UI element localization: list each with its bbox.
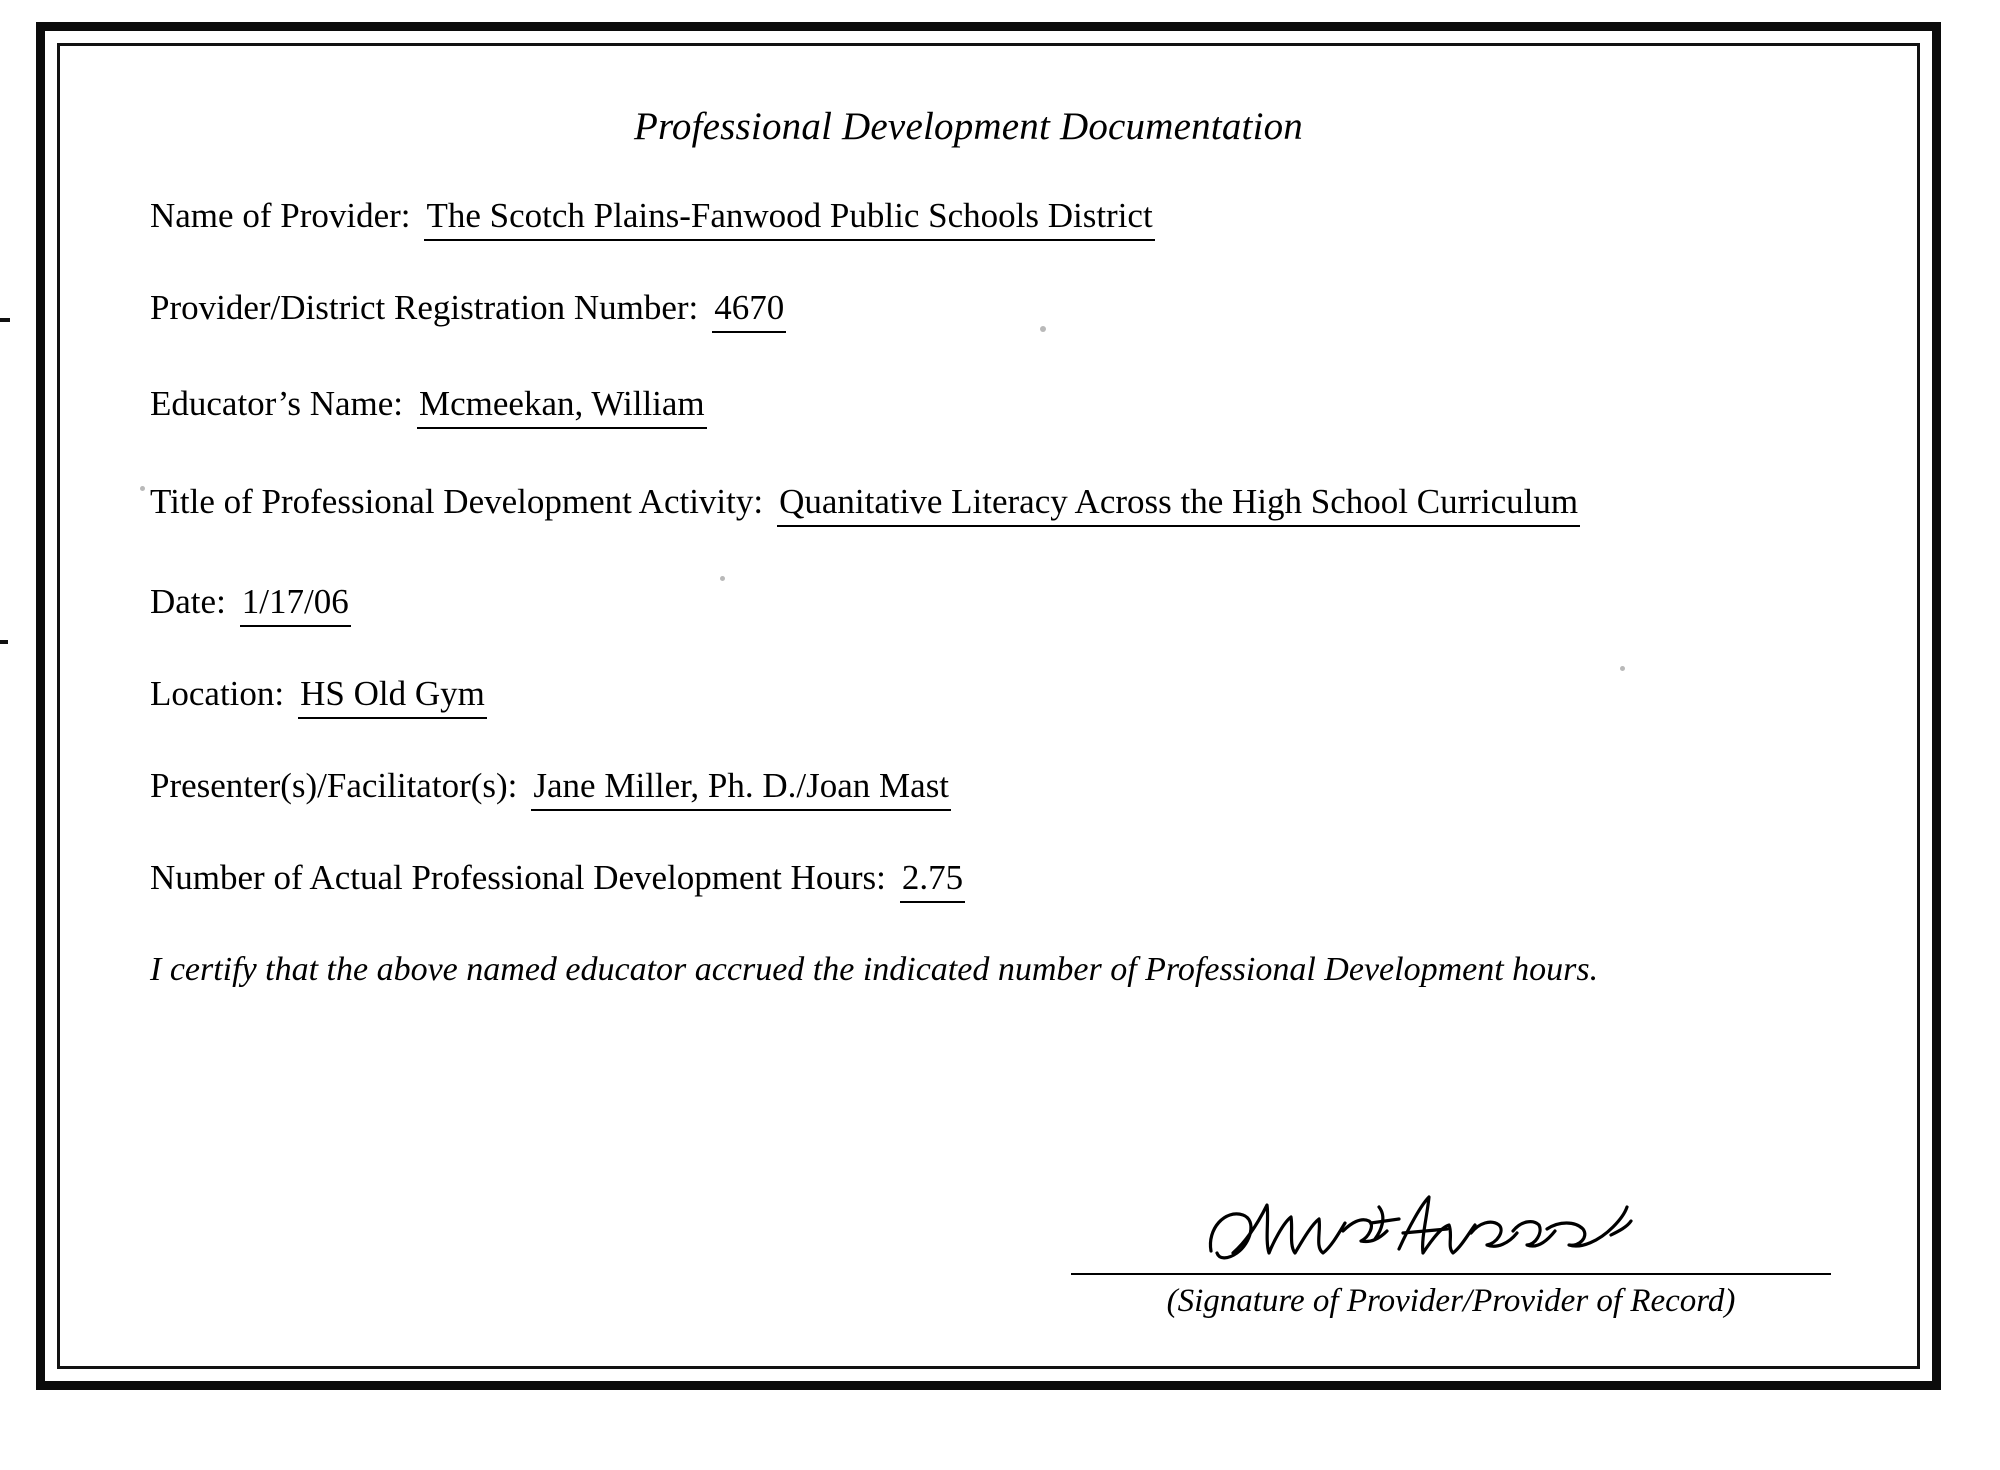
field-name-of-provider (150, 195, 1857, 241)
scan-speck (1620, 666, 1625, 671)
field-value-educator-name: Mcmeekan, William (417, 383, 707, 429)
field-label: Name of Provider: (150, 196, 411, 235)
field-label: Provider/District Registration Number: (150, 288, 699, 327)
field-presenters (150, 765, 1857, 811)
certification-statement: I certify that the above named educator accrued the indicated number of Professional Development hours. (150, 951, 1599, 988)
field-educator-name (150, 383, 1857, 429)
signature-block (1071, 1187, 1831, 1320)
field-label: Location: (150, 674, 285, 713)
scan-speck (140, 486, 145, 491)
field-registration-number (150, 287, 1857, 333)
field-value-provider-name: The Scotch Plains-Fanwood Public Schools District (424, 195, 1154, 241)
field-label: Presenter(s)/Facilitator(s): (150, 766, 518, 805)
document-outer-border (36, 22, 1941, 1390)
scan-edge-mark (0, 318, 10, 322)
field-value-presenters: Jane Miller, Ph. D./Joan Mast (531, 765, 951, 811)
field-label: Number of Actual Professional Development Hours: (150, 858, 886, 897)
handwritten-signature (1071, 1187, 1831, 1273)
signature-caption: (Signature of Provider/Provider of Record) (1166, 1283, 1736, 1319)
scan-speck (1040, 326, 1046, 332)
field-label: Date: (150, 582, 226, 621)
document-inner-border (57, 43, 1920, 1369)
field-value-date: 1/17/06 (240, 581, 351, 627)
field-date (150, 581, 1857, 627)
field-value-hours: 2.75 (900, 857, 965, 903)
page-title: Professional Development Documentation (633, 105, 1304, 148)
field-activity-title (150, 481, 1857, 527)
field-location (150, 673, 1857, 719)
field-hours (150, 857, 1857, 903)
scan-edge-mark (0, 640, 8, 644)
field-label: Educator’s Name: (150, 384, 404, 423)
field-value-location: HS Old Gym (298, 673, 487, 719)
scan-speck (720, 576, 725, 581)
field-value-activity-title: Quanitative Literacy Across the High School Curriculum (777, 481, 1580, 527)
field-label: Title of Professional Development Activity: (150, 482, 764, 521)
document-content (60, 46, 1917, 1366)
field-value-registration-number: 4670 (712, 287, 786, 333)
